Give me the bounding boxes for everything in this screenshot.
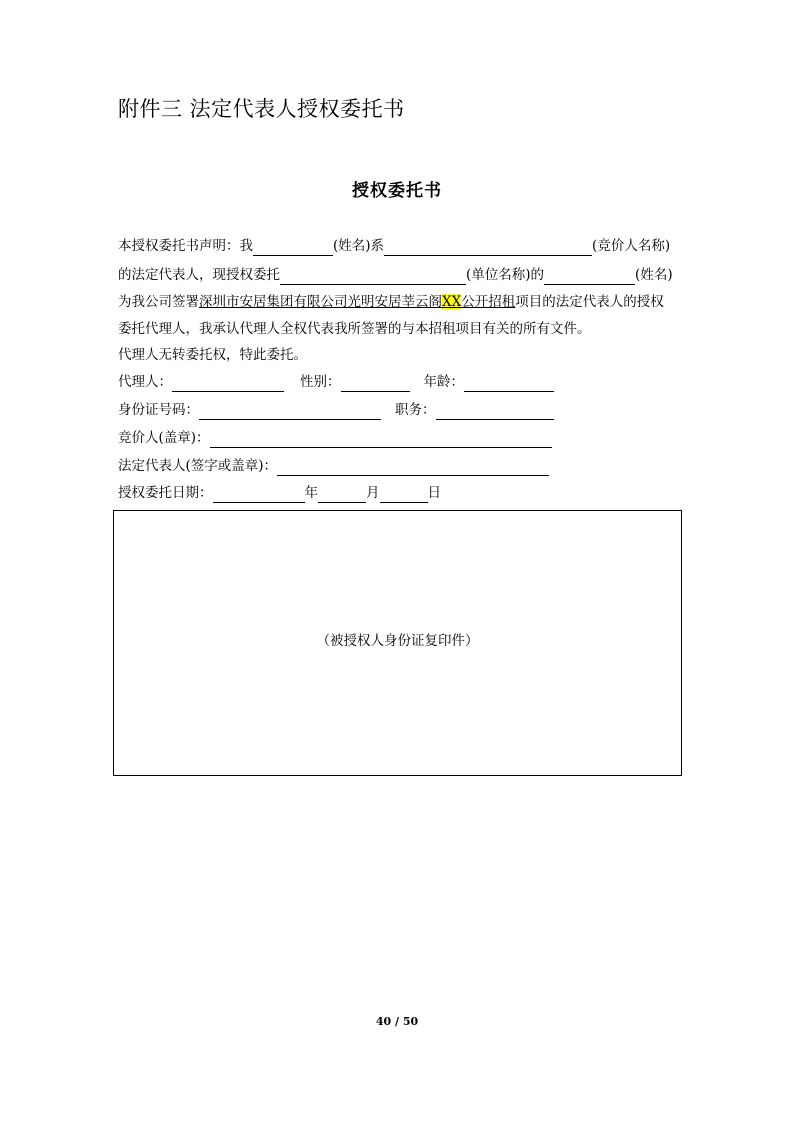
unit-name-blank[interactable] — [280, 269, 466, 285]
day-label: 日 — [427, 485, 441, 501]
project-name-placeholder: XX — [442, 294, 462, 310]
declaration-line-3-prefix: 为我公司签署 — [118, 294, 199, 310]
agent-blank[interactable] — [172, 376, 284, 392]
month-blank[interactable] — [318, 487, 366, 503]
agent-name-hint: (姓名) — [635, 267, 673, 283]
name-hint: (姓名)系 — [333, 238, 385, 254]
date-label: 授权委托日期： — [118, 485, 213, 501]
gender-label: 性别： — [300, 374, 341, 390]
position-blank[interactable] — [436, 404, 554, 420]
bidder-name-blank[interactable] — [384, 240, 592, 256]
agent-name-blank[interactable] — [544, 269, 635, 285]
year-blank[interactable] — [213, 487, 305, 503]
document-title: 授权委托书 — [352, 181, 442, 201]
id-copy-box — [113, 510, 682, 776]
declaration-line-1 — [118, 236, 670, 256]
declaration-line-3 — [118, 292, 664, 312]
section-heading: 附件三 法定代表人授权委托书 — [118, 97, 405, 121]
age-blank[interactable] — [464, 376, 554, 392]
date-line — [118, 483, 441, 503]
id-info-line — [118, 400, 554, 420]
declaration-prefix: 本授权委托书声明：我 — [118, 238, 253, 254]
unit-hint: (单位名称)的 — [466, 267, 545, 283]
legal-rep-blank[interactable] — [277, 460, 549, 476]
legal-rep-name-blank[interactable] — [253, 240, 333, 256]
age-label: 年龄： — [423, 374, 464, 390]
declaration-line-2-prefix: 的法定代表人，现授权委托 — [118, 267, 280, 283]
no-sub-delegation-line: 代理人无转委托权，特此委托。 — [118, 347, 307, 363]
id-number-blank[interactable] — [199, 404, 381, 420]
position-label: 职务： — [395, 402, 436, 418]
id-copy-label: （被授权人身份证复印件） — [316, 633, 479, 649]
project-name-part1: 深圳市安居集团有限公司光明安居莘云阁 — [199, 294, 442, 310]
bidder-seal-label: 竞价人(盖章)： — [118, 430, 210, 446]
page-number: 40 / 50 — [375, 1015, 419, 1028]
day-blank[interactable] — [380, 487, 428, 503]
declaration-line-2 — [118, 265, 673, 285]
agent-label: 代理人： — [118, 374, 172, 390]
gender-blank[interactable] — [341, 376, 410, 392]
project-name-part2: 公开招租 — [461, 294, 516, 310]
bidder-hint: (竞价人名称) — [592, 238, 671, 254]
declaration-line-4: 委托代理人，我承认代理人全权代表我所签署的与本招租项目有关的所有文件。 — [118, 321, 591, 337]
legal-rep-sign-line — [118, 456, 549, 476]
agent-info-line — [118, 372, 554, 392]
year-label: 年 — [304, 485, 318, 501]
month-label: 月 — [366, 485, 380, 501]
bidder-seal-blank[interactable] — [210, 432, 552, 448]
legal-rep-label: 法定代表人(签字或盖章)： — [118, 458, 278, 474]
declaration-line-3-suffix: 项目的法定代表人的授权 — [515, 294, 664, 310]
bidder-seal-line — [118, 428, 552, 448]
id-number-label: 身份证号码： — [118, 402, 199, 418]
